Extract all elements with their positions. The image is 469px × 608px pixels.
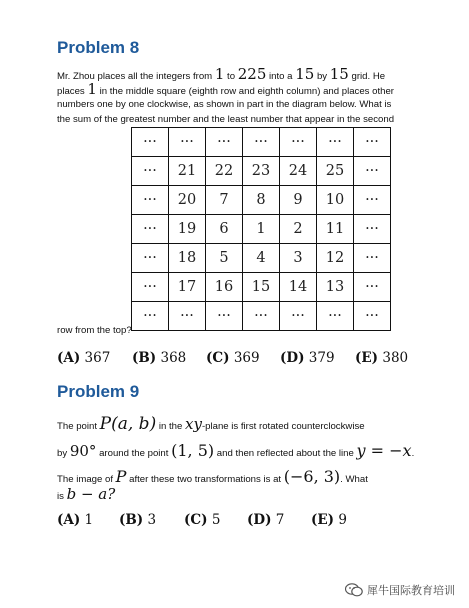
text-segment: grid. He xyxy=(348,71,386,82)
grid-cell: ··· xyxy=(354,157,391,186)
grid-cell: 15 xyxy=(243,273,280,302)
number-spiral-grid xyxy=(131,127,391,331)
grid-cell: ··· xyxy=(206,128,243,157)
grid-cell: 16 xyxy=(206,273,243,302)
grid-cell: 4 xyxy=(243,244,280,273)
answer-choice[interactable] xyxy=(184,512,220,528)
math-number: 1 xyxy=(87,80,97,98)
grid-cell: ··· xyxy=(132,128,169,157)
choice-value: 9 xyxy=(338,512,347,528)
grid-cell: 1 xyxy=(243,215,280,244)
grid-row xyxy=(132,128,391,157)
problem-8-line-3: numbers one by one clockwise, as shown in part in the diagram below. What is xyxy=(57,99,392,110)
choice-value: 7 xyxy=(275,512,285,528)
choice-letter: (D) xyxy=(247,512,272,528)
text-segment: The image of xyxy=(57,474,116,485)
answer-choice[interactable] xyxy=(311,512,347,528)
answer-choice[interactable] xyxy=(247,512,284,528)
problem-9-title: Problem 9 xyxy=(57,382,140,401)
grid-cell: 9 xyxy=(280,186,317,215)
choice-value: 1 xyxy=(84,512,94,528)
grid-cell: 25 xyxy=(317,157,354,186)
grid-row xyxy=(132,186,391,215)
answer-choice[interactable] xyxy=(280,350,335,366)
problem-8-line-5: row from the top? xyxy=(57,325,132,336)
answer-choice[interactable] xyxy=(355,350,408,366)
grid-cell: ··· xyxy=(132,302,169,331)
choice-value: 380 xyxy=(382,350,409,366)
grid-cell: ··· xyxy=(132,186,169,215)
grid-cell: ··· xyxy=(317,302,354,331)
grid-row xyxy=(132,215,391,244)
choice-letter: (E) xyxy=(311,512,335,528)
problem-8-choices xyxy=(57,350,457,370)
grid-cell: ··· xyxy=(317,128,354,157)
grid-cell: 19 xyxy=(169,215,206,244)
grid-row xyxy=(132,302,391,331)
math-number: 15 xyxy=(295,65,315,83)
text-segment: by xyxy=(57,448,70,459)
answer-choice[interactable] xyxy=(132,350,186,366)
text-segment: into a xyxy=(266,71,296,82)
text-segment: The point xyxy=(57,421,100,432)
answer-choice[interactable] xyxy=(119,512,156,528)
grid-cell: ··· xyxy=(132,215,169,244)
grid-cell: ··· xyxy=(280,302,317,331)
text-segment: . xyxy=(411,448,415,459)
grid-cell: ··· xyxy=(354,273,391,302)
text-segment: is xyxy=(57,491,67,502)
text-segment: -plane is first rotated counterclockwise xyxy=(201,421,365,432)
math-degree: 90° xyxy=(69,442,97,460)
grid-cell: ··· xyxy=(243,128,280,157)
grid-cell: 12 xyxy=(317,244,354,273)
answer-choice[interactable] xyxy=(57,512,93,528)
choice-letter: (A) xyxy=(57,350,81,366)
grid-row xyxy=(132,157,391,186)
wechat-icon xyxy=(345,583,363,597)
grid-cell: 20 xyxy=(169,186,206,215)
answer-choice[interactable] xyxy=(206,350,260,366)
grid-cell: ··· xyxy=(169,302,206,331)
grid-cell: ··· xyxy=(354,302,391,331)
grid-cell: ··· xyxy=(132,273,169,302)
grid-cell: 17 xyxy=(169,273,206,302)
choice-value: 5 xyxy=(211,512,221,528)
grid-cell: 24 xyxy=(280,157,317,186)
footer-logo xyxy=(345,582,455,598)
text-segment: places xyxy=(57,86,88,97)
grid-row xyxy=(132,244,391,273)
logo-text: 犀牛国际教育培训 xyxy=(367,585,455,597)
text-segment: around the point xyxy=(96,448,172,459)
math-P: P xyxy=(115,467,127,486)
grid-cell: ··· xyxy=(132,157,169,186)
text-segment: after these two transformations is at xyxy=(126,474,284,485)
math-number: 15 xyxy=(329,65,349,83)
grid-cell: ··· xyxy=(280,128,317,157)
problem-8-title: Problem 8 xyxy=(57,38,140,57)
problem-9-choices xyxy=(57,512,457,532)
grid-cell: 14 xyxy=(280,273,317,302)
text-segment: in the xyxy=(156,421,186,432)
problem-9-line-2 xyxy=(57,443,414,462)
grid-cell: ··· xyxy=(132,244,169,273)
choice-letter: (B) xyxy=(119,512,144,528)
grid-cell: ··· xyxy=(243,302,280,331)
grid-cell: ··· xyxy=(354,186,391,215)
grid-cell: 3 xyxy=(280,244,317,273)
math-line: y = −x xyxy=(356,441,412,460)
problem-9-line-4 xyxy=(57,486,115,505)
text-segment: in the middle square (eighth row and eighth column) and places other xyxy=(96,86,395,97)
math-b-minus-a: b − a? xyxy=(66,485,116,503)
grid-cell: 8 xyxy=(243,186,280,215)
grid-cell: 7 xyxy=(206,186,243,215)
choice-value: 367 xyxy=(84,350,111,366)
grid-cell: 23 xyxy=(243,157,280,186)
grid-cell: ··· xyxy=(354,128,391,157)
grid-cell: ··· xyxy=(206,302,243,331)
choice-letter: (B) xyxy=(132,350,157,366)
grid-cell: 22 xyxy=(206,157,243,186)
choice-value: 3 xyxy=(147,512,157,528)
text-segment: . What xyxy=(340,474,368,485)
grid-cell: 5 xyxy=(206,244,243,273)
choice-letter: (C) xyxy=(184,512,208,528)
choice-value: 368 xyxy=(160,350,187,366)
grid-row xyxy=(132,273,391,302)
grid-cell: 13 xyxy=(317,273,354,302)
grid-cell: 21 xyxy=(169,157,206,186)
text-segment: Mr. Zhou places all the integers from xyxy=(57,71,215,82)
problem-9-line-1 xyxy=(57,416,365,435)
grid-cell: 18 xyxy=(169,244,206,273)
problem-8-line-4: the sum of the greatest number and the least number that appear in the second xyxy=(57,114,395,125)
answer-choice[interactable] xyxy=(57,350,110,366)
math-number: 1 xyxy=(214,65,225,83)
choice-value: 379 xyxy=(308,350,335,366)
grid-cell: 2 xyxy=(280,215,317,244)
text-segment: and then reflected about the line xyxy=(214,448,357,459)
math-xy: xy xyxy=(185,415,202,433)
math-point: (1, 5) xyxy=(171,441,215,460)
math-point: (−6, 3) xyxy=(283,467,341,486)
grid-cell: ··· xyxy=(354,244,391,273)
math-number: 225 xyxy=(237,65,267,83)
choice-letter: (E) xyxy=(355,350,379,366)
grid-cell: ··· xyxy=(354,215,391,244)
choice-letter: (A) xyxy=(57,512,81,528)
choice-value: 369 xyxy=(233,350,260,366)
grid-cell: 10 xyxy=(317,186,354,215)
grid-cell: ··· xyxy=(169,128,206,157)
text-segment: to xyxy=(224,71,238,82)
choice-letter: (D) xyxy=(280,350,305,366)
math-point-P: P(a, b) xyxy=(99,414,157,434)
grid-cell: 6 xyxy=(206,215,243,244)
text-segment: by xyxy=(314,71,330,82)
grid-cell: 11 xyxy=(317,215,354,244)
choice-letter: (C) xyxy=(206,350,230,366)
